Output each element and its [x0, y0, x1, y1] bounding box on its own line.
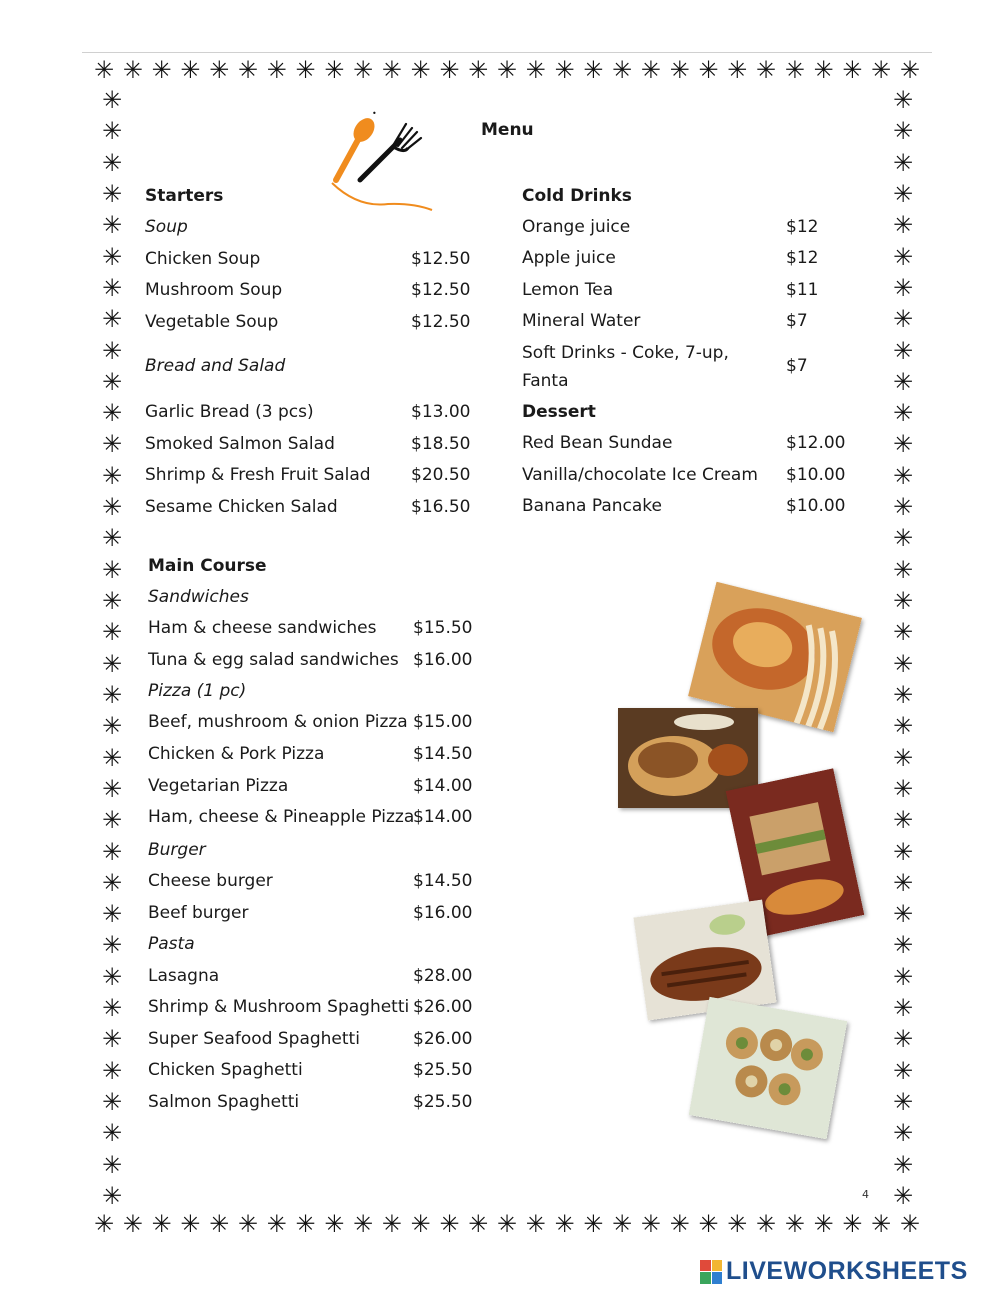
border-star-icon: ✳	[892, 242, 914, 271]
border-star-icon: ✳	[525, 56, 546, 84]
border-star-icon: ✳	[101, 179, 123, 208]
sandwich-item-name: Ham & cheese sandwiches	[148, 618, 377, 638]
border-star-icon: ✳	[180, 56, 201, 84]
border-star-icon: ✳	[640, 56, 661, 84]
border-star-icon: ✳	[410, 1210, 431, 1238]
border-star-icon: ✳	[892, 399, 914, 428]
border-star-icon: ✳	[101, 1025, 123, 1054]
svg-text:•: •	[372, 109, 377, 118]
pasta-item-name: Super Seafood Spaghetti	[148, 1028, 360, 1049]
border-star-icon: ✳	[266, 56, 287, 84]
border-star-icon: ✳	[892, 524, 914, 553]
border-star-icon: ✳	[698, 56, 719, 84]
border-star-icon: ✳	[727, 1210, 748, 1238]
pasta-label: Pasta	[148, 934, 195, 954]
border-right	[888, 88, 918, 1208]
soup-item-name: Mushroom Soup	[145, 280, 283, 301]
border-star-icon: ✳	[892, 86, 914, 114]
pasta-item-name: Salmon Spaghetti	[148, 1091, 300, 1112]
border-star-icon: ✳	[755, 1210, 777, 1238]
border-star-icon: ✳	[101, 994, 123, 1023]
sandwich-item-name: Tuna & egg salad sandwiches	[148, 649, 399, 670]
border-star-icon: ✳	[101, 242, 123, 271]
border-star-icon: ✳	[871, 1210, 892, 1238]
border-star-icon: ✳	[892, 1088, 914, 1116]
border-left	[97, 88, 127, 1208]
border-star-icon: ✳	[892, 743, 914, 772]
dessert-item-price: $10.00	[786, 464, 846, 485]
border-star-icon: ✳	[101, 712, 123, 741]
bread-item-price: $20.50	[411, 465, 471, 485]
border-star-icon: ✳	[468, 56, 489, 84]
border-star-icon: ✳	[583, 56, 604, 84]
border-star-icon: ✳	[892, 430, 914, 459]
border-star-icon: ✳	[892, 618, 914, 647]
border-star-icon: ✳	[101, 524, 123, 553]
border-star-icon: ✳	[324, 1210, 345, 1238]
burger-item-name: Cheese burger	[148, 871, 273, 891]
border-star-icon: ✳	[295, 56, 316, 84]
border-star-icon: ✳	[892, 148, 914, 177]
border-star-icon: ✳	[892, 117, 914, 146]
drink-item-name: Lemon Tea	[522, 279, 614, 300]
border-star-icon: ✳	[180, 1210, 201, 1238]
border-star-icon: ✳	[892, 273, 914, 302]
cold-drinks-heading: Cold Drinks	[522, 186, 632, 206]
border-star-icon: ✳	[554, 56, 575, 84]
pasta-item-name: Chicken Spaghetti	[148, 1060, 303, 1081]
sandwich-item-price: $15.50	[413, 618, 473, 638]
border-star-icon: ✳	[101, 493, 123, 522]
border-star-icon: ✳	[892, 336, 914, 365]
border-star-icon: ✳	[892, 179, 914, 208]
border-star-icon: ✳	[352, 1210, 374, 1238]
border-star-icon: ✳	[640, 1210, 661, 1238]
pasta-item-price: $25.50	[413, 1060, 473, 1081]
border-star-icon: ✳	[583, 1210, 604, 1238]
pasta-item-price: $26.00	[413, 997, 473, 1018]
border-star-icon: ✳	[871, 56, 892, 84]
bread-salad-label: Bread and Salad	[145, 356, 286, 376]
pizza-item-price: $15.00	[413, 712, 473, 732]
border-star-icon: ✳	[892, 931, 914, 960]
dessert-heading: Dessert	[522, 402, 596, 422]
border-star-icon: ✳	[892, 774, 914, 803]
border-star-icon: ✳	[101, 1150, 123, 1179]
food-photo-ribs	[633, 899, 776, 1020]
border-star-icon: ✳	[101, 273, 123, 302]
brand-name: LIVEWORKSHEETS	[726, 1257, 968, 1285]
border-star-icon: ✳	[101, 430, 123, 459]
border-star-icon: ✳	[295, 1210, 316, 1238]
border-star-icon: ✳	[669, 1210, 690, 1238]
border-star-icon: ✳	[892, 868, 914, 897]
pizza-label: Pizza (1 pc)	[148, 681, 247, 701]
border-star-icon: ✳	[612, 56, 633, 84]
sandwiches-label: Sandwiches	[148, 587, 249, 607]
soup-item-name: Chicken Soup	[145, 249, 261, 269]
pizza-item-name: Beef, mushroom & onion Pizza	[148, 712, 408, 732]
border-star-icon: ✳	[727, 56, 748, 84]
drink-item-name: Orange juice	[522, 217, 631, 237]
border-star-icon: ✳	[784, 56, 805, 84]
border-star-icon: ✳	[101, 900, 123, 929]
page-title: Menu	[481, 120, 534, 140]
burger-item-name: Beef burger	[148, 902, 249, 923]
border-star-icon: ✳	[892, 962, 914, 991]
border-star-icon: ✳	[101, 680, 123, 709]
border-star-icon: ✳	[381, 56, 402, 84]
pizza-item-price: $14.00	[413, 775, 473, 796]
border-star-icon: ✳	[101, 148, 123, 177]
sandwich-item-price: $16.00	[413, 649, 473, 670]
border-star-icon: ✳	[892, 712, 914, 741]
border-top	[92, 58, 922, 82]
pizza-item-price: $14.50	[413, 743, 473, 764]
border-star-icon: ✳	[525, 1210, 546, 1238]
border-star-icon: ✳	[101, 399, 123, 428]
border-star-icon: ✳	[410, 56, 431, 84]
border-star-icon: ✳	[892, 1150, 914, 1179]
border-star-icon: ✳	[381, 1210, 402, 1238]
border-star-icon: ✳	[892, 1119, 914, 1148]
border-star-icon: ✳	[209, 1210, 230, 1238]
border-star-icon: ✳	[101, 837, 123, 866]
border-star-icon: ✳	[892, 211, 914, 240]
border-star-icon: ✳	[892, 1025, 914, 1054]
pasta-item-name: Shrimp & Mushroom Spaghetti	[148, 997, 410, 1018]
pizza-item-name: Chicken & Pork Pizza	[148, 743, 325, 764]
border-star-icon: ✳	[151, 1210, 172, 1238]
dessert-item-name: Banana Pancake	[522, 496, 663, 516]
border-star-icon: ✳	[101, 336, 123, 365]
border-star-icon: ✳	[101, 461, 123, 490]
border-star-icon: ✳	[101, 117, 123, 146]
soup-label: Soup	[145, 217, 188, 237]
border-star-icon: ✳	[892, 1056, 914, 1085]
border-star-icon: ✳	[892, 1181, 914, 1210]
border-star-icon: ✳	[101, 649, 123, 678]
border-star-icon: ✳	[698, 1210, 719, 1238]
border-star-icon: ✳	[101, 962, 123, 991]
drink-item-name: Mineral Water	[522, 311, 641, 332]
bread-item-price: $18.50	[411, 433, 471, 454]
border-star-icon: ✳	[892, 994, 914, 1023]
border-star-icon: ✳	[101, 743, 123, 772]
drink-item-price: $12	[786, 217, 819, 237]
soft-drinks-line1: Soft Drinks - Coke, 7-up,	[522, 343, 729, 363]
border-star-icon: ✳	[554, 1210, 575, 1238]
border-star-icon: ✳	[755, 56, 777, 84]
border-star-icon: ✳	[813, 56, 834, 84]
border-star-icon: ✳	[892, 555, 914, 584]
border-star-icon: ✳	[899, 56, 920, 84]
pasta-item-name: Lasagna	[148, 966, 220, 986]
drink-item-price: $7	[786, 311, 808, 332]
pizza-item-price: $14.00	[413, 807, 473, 828]
border-star-icon: ✳	[813, 1210, 834, 1238]
border-star-icon: ✳	[101, 367, 123, 396]
food-photo-collage	[600, 590, 870, 1150]
pasta-item-price: $28.00	[413, 966, 473, 986]
border-star-icon: ✳	[101, 1088, 123, 1116]
border-star-icon: ✳	[151, 56, 172, 84]
dessert-item-name: Red Bean Sundae	[522, 433, 673, 453]
border-star-icon: ✳	[899, 1210, 920, 1238]
border-star-icon: ✳	[892, 680, 914, 709]
border-star-icon: ✳	[237, 1210, 258, 1238]
border-star-icon: ✳	[892, 305, 914, 334]
border-star-icon: ✳	[237, 56, 258, 84]
border-star-icon: ✳	[892, 900, 914, 929]
border-star-icon: ✳	[439, 56, 460, 84]
drink-item-name: Apple juice	[522, 248, 616, 269]
bread-item-name: Sesame Chicken Salad	[145, 496, 338, 517]
pizza-item-name: Ham, cheese & Pineapple Pizza	[148, 807, 415, 828]
bread-item-name: Smoked Salmon Salad	[145, 433, 335, 454]
border-star-icon: ✳	[892, 367, 914, 396]
border-star-icon: ✳	[101, 86, 123, 114]
border-star-icon: ✳	[101, 931, 123, 960]
soup-item-price: $12.50	[411, 280, 471, 301]
border-star-icon: ✳	[101, 305, 123, 334]
bread-item-name: Garlic Bread (3 pcs)	[145, 402, 314, 422]
pasta-item-price: $25.50	[413, 1091, 473, 1112]
starters-heading: Starters	[145, 186, 224, 206]
border-star-icon: ✳	[209, 56, 230, 84]
border-star-icon: ✳	[93, 1210, 115, 1238]
border-star-icon: ✳	[101, 211, 123, 240]
border-star-icon: ✳	[669, 56, 690, 84]
border-star-icon: ✳	[93, 56, 115, 84]
border-star-icon: ✳	[122, 1210, 143, 1238]
border-star-icon: ✳	[892, 806, 914, 835]
border-bottom	[92, 1212, 922, 1236]
burger-item-price: $16.00	[413, 902, 473, 923]
top-rule	[82, 52, 932, 53]
dessert-item-price: $10.00	[786, 496, 846, 516]
burger-label: Burger	[148, 840, 206, 860]
main-course-heading: Main Course	[148, 556, 267, 576]
dessert-item-name: Vanilla/chocolate Ice Cream	[522, 464, 758, 485]
soft-drinks-price: $7	[786, 356, 808, 376]
soup-item-name: Vegetable Soup	[145, 311, 279, 332]
bread-item-name: Shrimp & Fresh Fruit Salad	[145, 465, 371, 485]
border-star-icon: ✳	[784, 1210, 805, 1238]
border-star-icon: ✳	[101, 1056, 123, 1085]
border-star-icon: ✳	[496, 56, 517, 84]
food-photo-rolls	[689, 997, 848, 1139]
liveworksheets-logo[interactable]	[700, 1257, 968, 1286]
spoon-fork-icon	[328, 108, 438, 213]
border-star-icon: ✳	[842, 1210, 863, 1238]
border-star-icon: ✳	[892, 493, 914, 522]
pizza-item-name: Vegetarian Pizza	[148, 775, 289, 796]
border-star-icon: ✳	[892, 587, 914, 615]
border-star-icon: ✳	[892, 649, 914, 678]
soup-item-price: $12.50	[411, 249, 471, 269]
liveworksheets-icon	[700, 1260, 722, 1284]
burger-item-price: $14.50	[413, 871, 473, 891]
border-star-icon: ✳	[122, 56, 143, 84]
border-star-icon: ✳	[101, 1119, 123, 1148]
bread-item-price: $16.50	[411, 496, 471, 517]
border-star-icon: ✳	[612, 1210, 633, 1238]
border-star-icon: ✳	[101, 1181, 123, 1210]
drink-item-price: $11	[786, 279, 819, 300]
border-star-icon: ✳	[892, 461, 914, 490]
border-star-icon: ✳	[101, 587, 123, 615]
border-star-icon: ✳	[496, 1210, 517, 1238]
page-number: 4	[862, 1188, 869, 1201]
border-star-icon: ✳	[352, 56, 374, 84]
pasta-item-price: $26.00	[413, 1028, 473, 1049]
border-star-icon: ✳	[324, 56, 345, 84]
drink-item-price: $12	[786, 248, 819, 269]
border-star-icon: ✳	[439, 1210, 460, 1238]
border-star-icon: ✳	[101, 806, 123, 835]
soft-drinks-line2: Fanta	[522, 371, 569, 391]
bread-item-price: $13.00	[411, 402, 471, 422]
soup-item-price: $12.50	[411, 311, 471, 332]
border-star-icon: ✳	[892, 837, 914, 866]
border-star-icon: ✳	[266, 1210, 287, 1238]
border-star-icon: ✳	[468, 1210, 489, 1238]
border-star-icon: ✳	[101, 868, 123, 897]
border-star-icon: ✳	[842, 56, 863, 84]
dessert-item-price: $12.00	[786, 433, 846, 453]
border-star-icon: ✳	[101, 774, 123, 803]
border-star-icon: ✳	[101, 555, 123, 584]
border-star-icon: ✳	[101, 618, 123, 647]
